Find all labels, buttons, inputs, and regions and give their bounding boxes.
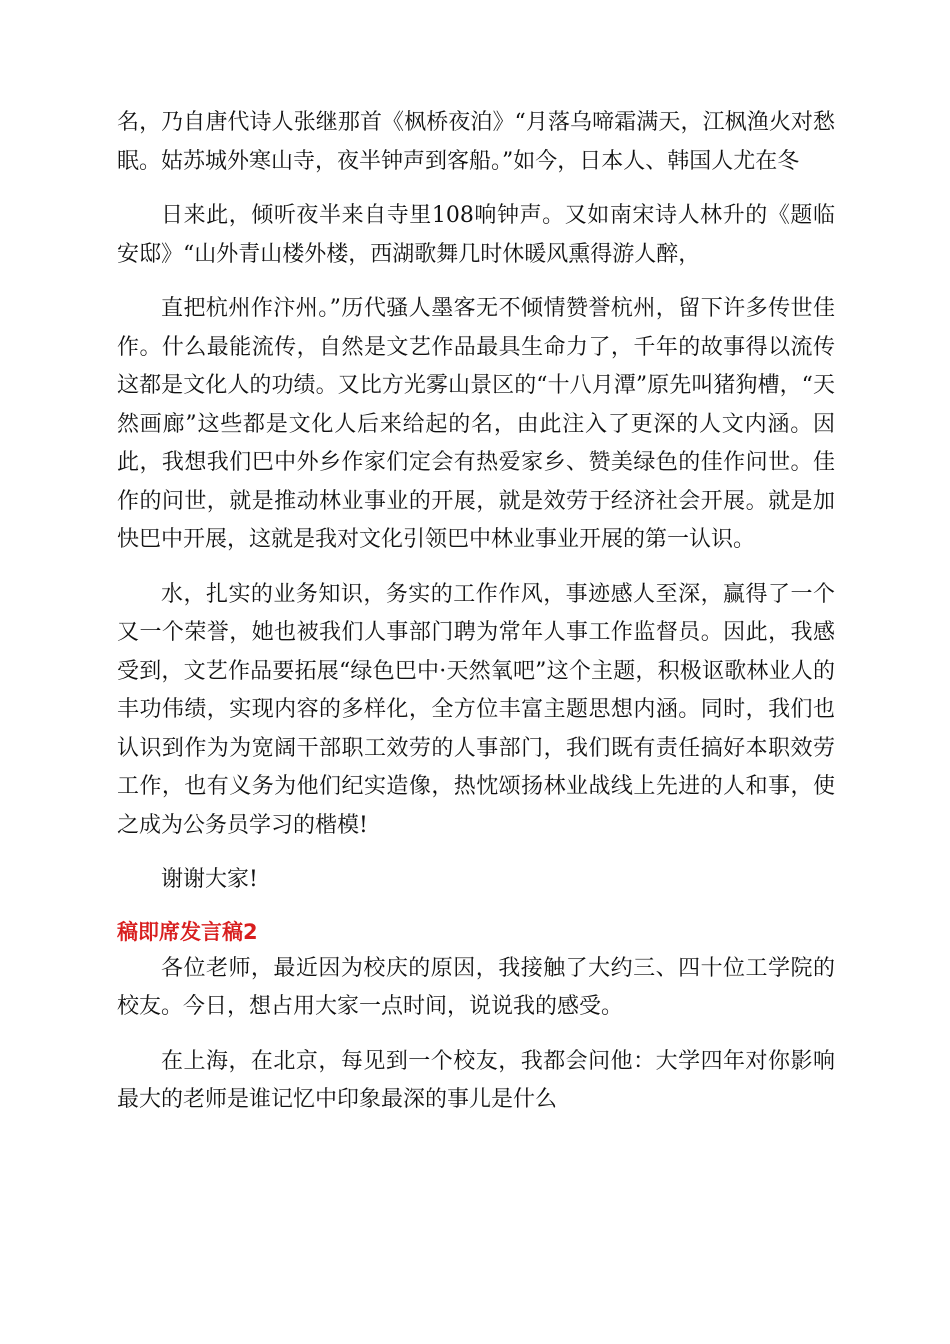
paragraph: 水，扎实的业务知识，务实的工作作风，事迹感人至深，赢得了一个又一个荣誉，她也被我们人事部门聘为常年人事工作监督员。因此，我感受到，文艺作品要拓展“绿色巴中·天然氧吧”这个主题，积极讴歌林业人的丰功伟绩，实现内容的多样化，全方位丰富主题思想内涵。同时，我们也认识到作为为宽阔干部职工效劳的人事部门，我们既有责任搞好本职效劳工作，也有义务为他们纪实造像，热忱颂扬林业战线上先进的人和事，使之成为公务员学习的楷模! xyxy=(117,581,835,838)
paragraph: 日来此，倾听夜半来自寺里108响钟声。又如南宋诗人林升的《题临安邸》“山外青山楼外楼，西湖歌舞几时休暖风熏得游人醉， xyxy=(117,203,835,267)
paragraph: 谢谢大家! xyxy=(161,867,258,892)
paragraph: 在上海，在北京，每见到一个校友，我都会问他：大学四年对你影响最大的老师是谁记忆中印象最深的事儿是什么 xyxy=(117,1048,835,1112)
document-body xyxy=(117,104,835,1120)
section-heading: 稿即席发言稿2 xyxy=(117,919,258,944)
paragraph: 各位老师，最近因为校庆的原因，我接触了大约三、四十位工学院的校友。今日，想占用大家一点时间，说说我的感受。 xyxy=(117,955,835,1019)
paragraph: 直把杭州作汴州。”历代骚人墨客无不倾情赞誉杭州，留下许多传世佳作。什么最能流传，自然是文艺作品最具生命力了，千年的故事得以流传这都是文化人的功绩。又比方光雾山景区的“十八月潭”原先叫猪狗槽，“天然画廊”这些都是文化人后来给起的名，由此注入了更深的人文内涵。因此，我想我们巴中外乡作家们定会有热爱家乡、赞美绿色的佳作问世。佳作的问世，就是推动林业事业的开展，就是效劳于经济社会开展。就是加快巴中开展，这就是我对文化引领巴中林业事业开展的第一认识。 xyxy=(117,296,835,552)
paragraph: 名，乃自唐代诗人张继那首《枫桥夜泊》“月落乌啼霜满天，江枫渔火对愁眠。姑苏城外寒山寺，夜半钟声到客船。”如今，日本人、韩国人尤在冬 xyxy=(117,110,835,174)
